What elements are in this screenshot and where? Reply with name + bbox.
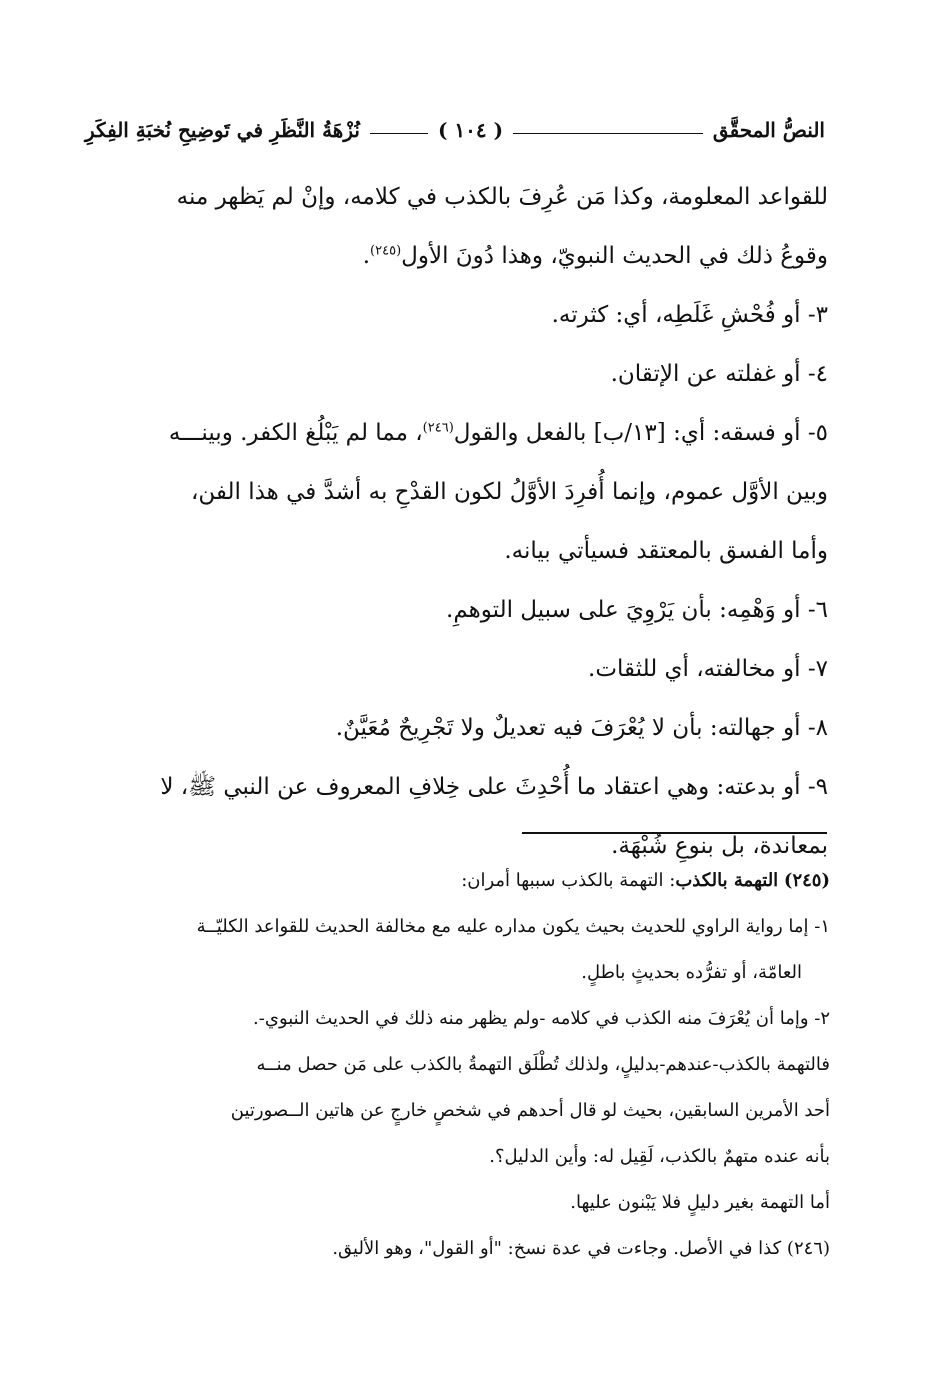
footnote-245-heading [85,858,830,904]
list-item-8: ٨- أو جهالته: بأن لا يُعْرَفَ فيه تعديلٌ ولا تَجْرِيحٌ مُعَيَّنٌ. [335,715,828,741]
footnote-245-number: (٢٤٥) [783,870,830,891]
footnote-ref-245[interactable]: (٢٤٥) [370,243,402,259]
page-number: ( ١٠٤ ) [437,118,504,142]
intro-line-2-end: . [362,243,371,269]
item5-text-a: ٥- أو فسقه: أي: [١٣/ب] بالفعل والقول [453,420,828,446]
list-item-9-line-1: ٩- أو بدعته: وهي اعتقاد ما أُحْدِثَ على خِلافِ المعروف عن النبي ﷺ، لا [160,774,828,800]
item5-text-b: ، مما لم يَبْلُغ الكفر. وبينـــه [168,420,423,446]
list-item-9-line-2: بمعاندة، بل بنوعِ شُبْهَة. [611,833,828,859]
list-item-5-line-1 [78,404,828,463]
footnote-246: (٢٤٦) كذا في الأصل. وجاءت في عدة نسخ: "أو القول"، وهو الأليق. [332,1238,830,1259]
list-item-5-line-3: وأما الفسق بالمعتقد فسيأتي بيانه. [504,538,828,564]
footnote-separator [522,832,827,834]
footnote-245-para-3-line-3: بأنه عنده متهمٌ بالكذب، لَقِيل له: وأين الدليل؟. [489,1146,830,1167]
header-rule-right [513,133,703,134]
list-item-7: ٧- أو مخالفته، أي للثقات. [588,656,828,682]
footnote-245-para-3-line-2: أحد الأمرين السابقين، بحيث لو قال أحدهم في شخصٍ خارجٍ عن هاتين الــصورتين [230,1100,830,1121]
footnote-245-intro: : التهمة بالكذب سببها أمران: [461,870,676,891]
footnote-245-title: التهمة بالكذب [675,870,779,891]
header-right-title: النصُّ المحقَّق [712,118,825,142]
footnote-ref-246[interactable]: (٢٤٦) [422,420,454,436]
footnote-245-point-1-line-1: ١- إما رواية الراوي للحديث بحيث يكون مداره عليه مع مخالفة الحديث للقواعد الكليّــة [196,916,830,937]
main-text [78,168,828,876]
list-item-4: ٤- أو غفلته عن الإتقان. [610,361,828,387]
footnote-245-para-3-line-1: فالتهمة بالكذب-عندهم-بدليلٍ، ولذلك تُطْلَق التهمةُ بالكذب على مَن حصل منــه [256,1054,830,1075]
footnote-245-point-2: ٢- وإما أن يُعْرَفَ منه الكذب في كلامه -ولم يظهر منه ذلك في الحديث النبوي-. [253,1008,830,1029]
list-item-6: ٦- أو وَهْمِه: بأن يَرْوِيَ على سبيل التوهمِ. [446,597,828,623]
intro-line-1: للقواعد المعلومة، وكذا مَن عُرِفَ بالكذب في كلامه، وإنْ لم يَظهر منه [176,184,828,210]
header-left-title: نُزْهَةُ النَّظَرِ في تَوضِيحِ نُخبَةِ الفِكَرِ [85,118,360,142]
list-item-3: ٣- أو فُحْشِ غَلَطِه، أي: كثرته. [551,302,828,328]
intro-line-2-text: وقوعُ ذلك في الحديث النبويّ، وهذا دُونَ الأول [401,243,828,269]
list-item-5-line-2: وبين الأوَّل عموم، وإنما أُفرِدَ الأوَّلُ لكون القدْحِ به أشدَّ في هذا الفن، [190,479,828,505]
footnote-245-point-1-line-2: العامّة، أو تفرُّده بحديثٍ باطلٍ. [581,962,802,983]
header-rule-left [370,133,428,134]
running-header [85,112,825,148]
footnote-245-para-4: أما التهمة بغير دليلٍ فلا يَبْنون عليها. [570,1192,830,1213]
intro-line-2 [78,227,828,286]
footnotes [85,858,830,1272]
